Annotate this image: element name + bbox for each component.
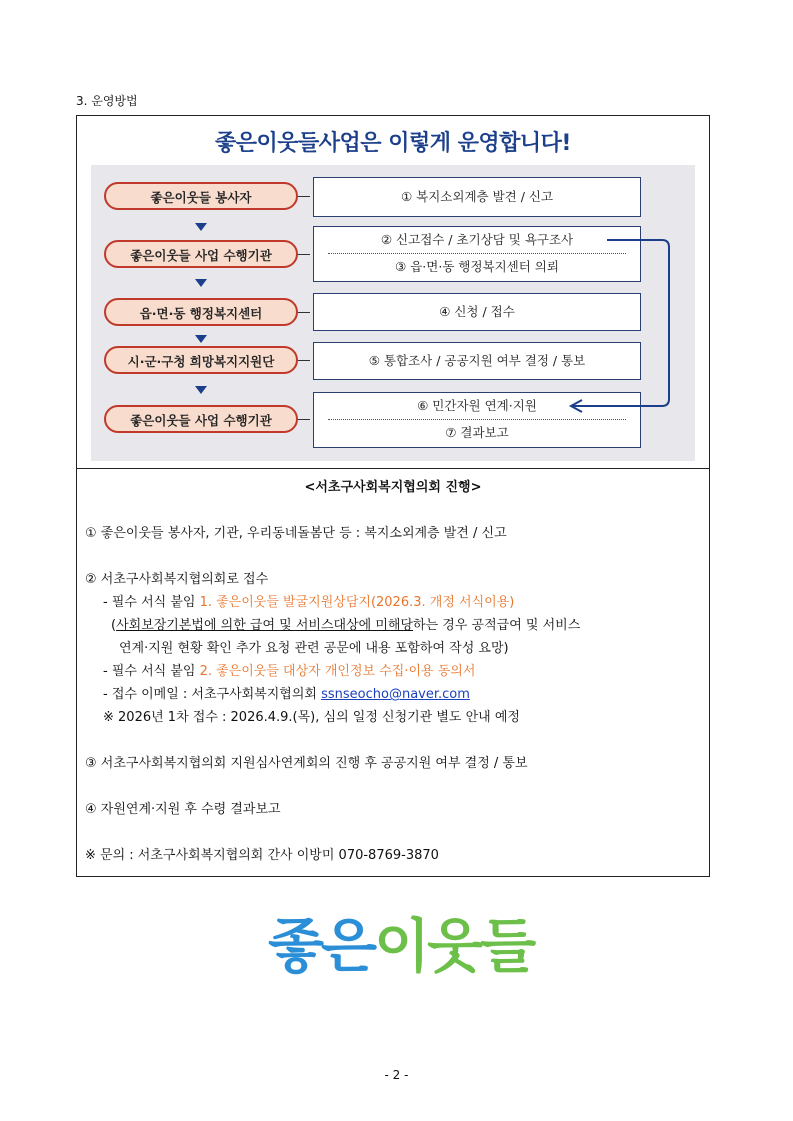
schedule-note: ※ 2026년 1차 접수 : 2026.4.9.(목), 심의 일정 신청기관 별도 안내 예정	[103, 710, 520, 725]
actor-pill: 좋은이웃들 사업 수행기관	[104, 405, 298, 433]
note-underlined: 사회보장기본법에 의한 급여 및 서비스대상에 미해당	[116, 618, 414, 633]
note-paren: (	[111, 618, 117, 633]
step-text: ② 신고접수 / 초기상담 및 욕구조사	[380, 232, 574, 247]
page-number: - 2 -	[384, 1068, 409, 1082]
step-text: ⑦ 결과보고	[445, 425, 509, 440]
email-prefix: - 접수 이메일 : 서초구사회복지협의회	[103, 687, 322, 702]
step-text: ⑤ 통합조사 / 공공지원 여부 결정 / 통보	[368, 353, 586, 368]
required-form-2-name: 2. 좋은이웃들 대상자 개인정보 수집·이용 동의서	[199, 664, 476, 679]
step-text: ⑥ 민간자원 연계·지원	[417, 398, 537, 413]
note-rest: 하는 경우 공적급여 및 서비스	[413, 618, 581, 633]
actor-pill: 읍·면·동 행정복지센터	[104, 298, 298, 326]
procedure-heading: <서초구사회복지협의회 진행>	[304, 480, 482, 495]
content-frame	[76, 115, 710, 877]
step-text: ① 복지소외계층 발견 / 신고	[400, 189, 554, 204]
actor-pill: 좋은이웃들 봉사자	[104, 182, 298, 210]
contact-info: ※ 문의 : 서초구사회복지협의회 간사 이방미 070-8769-3870	[85, 848, 439, 863]
logo-part-1: 좋은	[268, 912, 375, 980]
step-item-4: ④ 자원연계·지원 후 수령 결과보고	[85, 802, 281, 817]
step-item-1: ① 좋은이웃들 봉사자, 기관, 우리동네돌봄단 등 : 복지소외계층 발견 / 신고	[85, 526, 507, 541]
required-form-2	[85, 660, 701, 683]
email-link[interactable]: ssnseocho@naver.com	[321, 687, 470, 702]
note-line-2: 연계·지원 현황 확인 추가 요청 관련 공문에 내용 포함하여 작성 요망)	[119, 641, 509, 656]
step-item-3: ③ 서초구사회복지협의회 지원심사연계회의 진행 후 공공지원 여부 결정 / 통보	[85, 756, 528, 771]
note-line-1	[85, 614, 701, 637]
required-form-prefix: - 필수 서식 붙임	[103, 664, 200, 679]
actor-pill: 시·군·구청 희망복지지원단	[104, 346, 298, 374]
section-title: 3. 운영방법	[76, 94, 138, 108]
good-neighbors-logo	[268, 899, 534, 980]
logo-part-2: 이웃들	[374, 912, 534, 980]
return-arrow-icon	[77, 116, 709, 468]
email-line	[85, 683, 701, 706]
actor-pill: 좋은이웃들 사업 수행기관	[104, 240, 298, 268]
required-form-1-name: 1. 좋은이웃들 발굴지원상담지(2026.3. 개정 서식이용)	[199, 595, 515, 610]
step-item-2: ② 서초구사회복지협의회로 접수	[85, 572, 269, 587]
step-text: ③ 읍·면·동 행정복지센터 의뢰	[395, 259, 559, 274]
required-form-prefix: - 필수 서식 붙임	[103, 595, 200, 610]
figure-title: 좋은이웃들사업은 이렇게 운영합니다!	[215, 131, 571, 156]
process-figure	[77, 116, 709, 469]
procedure-text	[85, 476, 701, 867]
required-form-1	[85, 591, 701, 614]
step-text: ④ 신청 / 접수	[439, 304, 515, 319]
